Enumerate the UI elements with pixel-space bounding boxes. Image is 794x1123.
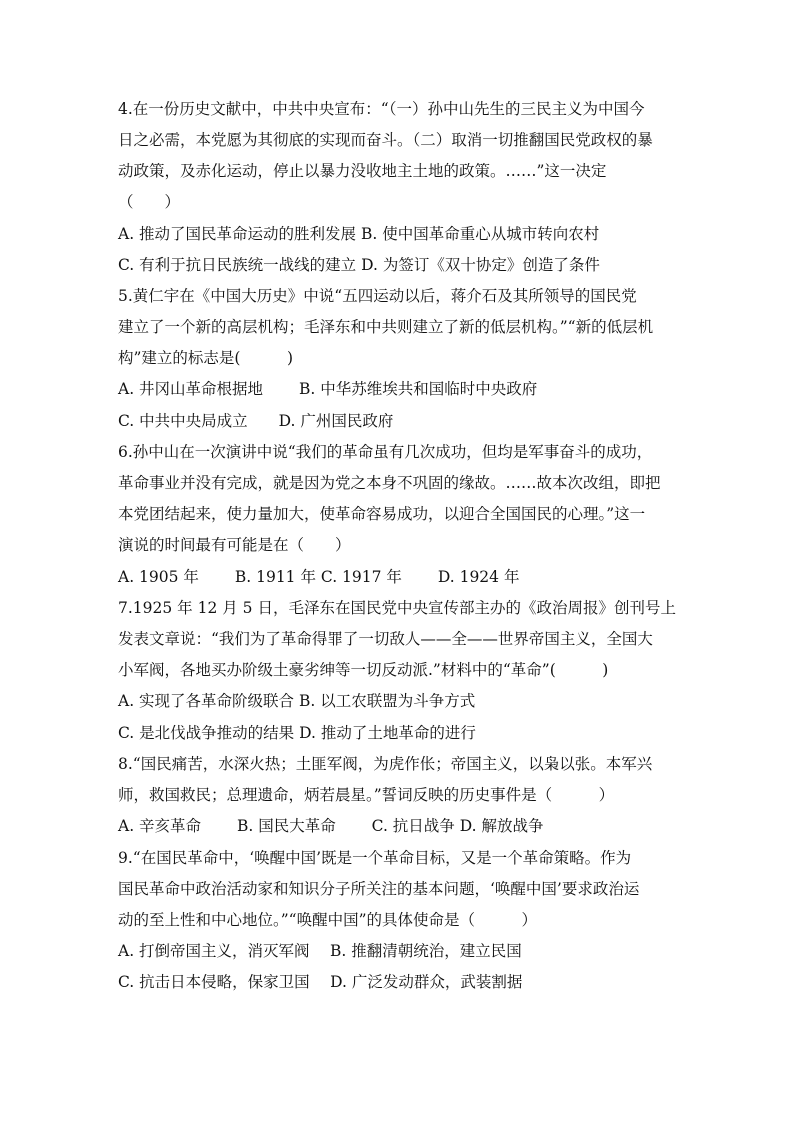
question-5-line-1: 5.黄仁宇在《中国大历史》中说“五四运动以后，蒋介石及其所领导的国民党 — [118, 287, 637, 305]
question-7-line-2: 发表文章说：“我们为了革命得罪了一切敌人——全——世界帝国主义，全国大 — [118, 630, 653, 648]
question-6-options-1: A. 1905 年 B. 1911 年 C. 1917 年 D. 1924 年 — [118, 568, 520, 586]
question-6-line-2: 革命事业并没有完成，就是因为党之本身不巩固的缘故。……故本次改组，即把 — [118, 474, 661, 492]
question-4-options-2: C. 有利于抗日民族统一战线的建立 D. 为签订《双十协定》创造了条件 — [118, 256, 600, 274]
question-4-line-4: （ ） — [118, 193, 181, 211]
question-8-options-1: A. 辛亥革命 B. 国民大革命 C. 抗日战争 D. 解放战争 — [118, 817, 544, 835]
question-9-line-1: 9.“在国民革命中，‘唤醒中国’既是一个革命目标，又是一个革命策略。作为 — [118, 849, 632, 867]
question-6-line-1: 6.孙中山在一次演讲中说“我们的革命虽有几次成功，但均是军事奋斗的成功， — [118, 443, 653, 461]
question-7-line-3: 小军阀，各地买办阶级土豪劣绅等一切反动派.”材料中的“革命”( ) — [118, 661, 609, 679]
question-9-options-1: A. 打倒帝国主义，消灭军阀 B. 推翻清朝统治，建立民国 — [118, 942, 522, 960]
question-4-line-1: 4.在一份历史文献中，中共中央宣布：“（一）孙中山先生的三民主义为中国今 — [118, 100, 645, 118]
question-4-line-2: 日之必需，本党愿为其彻底的实现而奋斗。（二）取消一切推翻国民党政权的暴 — [118, 131, 653, 149]
question-7-line-1: 7.1925 年 12 月 5 日，毛泽东在国民党中央宣传部主办的《政治周报》创刊号上 — [118, 599, 676, 617]
question-9-line-2: 国民革命中政治活动家和知识分子所关注的基本问题，‘唤醒中国’要求政治运 — [118, 880, 640, 898]
question-6-line-3: 本党团结起来，使力量加大，使革命容易成功，以迎合全国国民的心理。”这一 — [118, 505, 646, 523]
question-4-options-1: A. 推动了国民革命运动的胜利发展 B. 使中国革命重心从城市转向农村 — [118, 225, 600, 243]
question-5-options-2: C. 中共中央局成立 D. 广州国民政府 — [118, 412, 394, 430]
question-5-line-2: 建立了一个新的高层机构；毛泽东和中共则建立了新的低层机构。”“新的低层机 — [118, 318, 654, 336]
question-5-options-1: A. 井冈山革命根据地 B. 中华苏维埃共和国临时中央政府 — [118, 380, 538, 398]
question-7-options-2: C. 是北伐战争推动的结果 D. 推动了土地革命的进行 — [118, 724, 476, 742]
question-9-line-3: 动的至上性和中心地位。”“唤醒中国”的具体使命是（ ） — [118, 911, 538, 929]
question-9-options-2: C. 抗击日本侵略，保家卫国 D. 广泛发动群众，武装割据 — [118, 973, 523, 991]
question-8-line-1: 8.“国民痛苦，水深火热；土匪军阀，为虎作伥；帝国主义，以枭以张。本军兴 — [118, 755, 653, 773]
question-5-line-3: 构”建立的标志是( ) — [118, 349, 294, 367]
question-8-line-2: 师，救国救民；总理遗命，炳若晨星。”誓词反映的历史事件是（ ） — [118, 786, 615, 804]
question-6-line-4: 演说的时间最有可能是在（ ） — [118, 536, 351, 554]
question-7-options-1: A. 实现了各革命阶级联合 B. 以工农联盟为斗争方式 — [118, 692, 476, 710]
question-4-line-3: 动政策，及赤化运动，停止以暴力没收地主土地的政策。……”这一决定 — [118, 162, 607, 180]
